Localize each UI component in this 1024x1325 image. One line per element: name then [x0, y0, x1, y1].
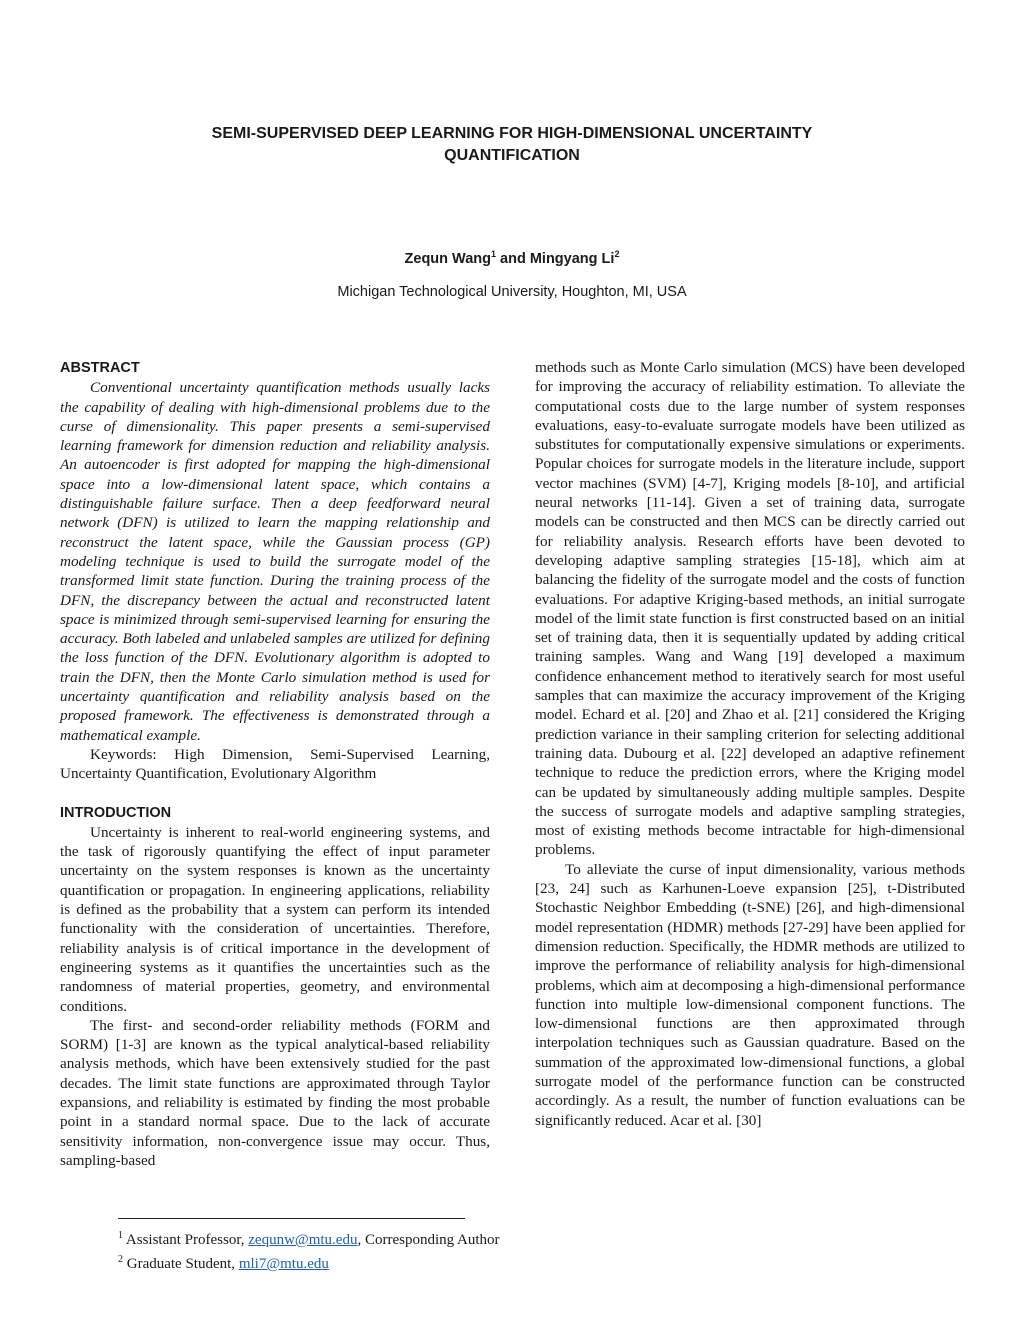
footnote-2-mark: 2: [118, 1254, 123, 1265]
footnote-1-suffix: , Corresponding Author: [357, 1232, 500, 1248]
keywords: Keywords: High Dimension, Semi-Supervised Learning, Uncertainty Quantification, Evolutionary Algorithm: [60, 745, 490, 783]
author-conjunction: and: [496, 250, 530, 267]
affiliation: Michigan Technological University, Houghton, MI, USA: [337, 284, 687, 300]
left-column: [60, 358, 490, 1170]
intro-paragraph-2: The first- and second-order reliability methods (FORM and SORM) [1-3] are known as the typical analytical-based reliability analysis methods, which have been extensively studied for the past decades. The limit state functions are approximated through Taylor expansions, and reliability is estimated by finding the most probable point in a standard normal space. Due to the lack of accurate sensitivity information, non-convergence issue may occur. Thus, sampling-based: [60, 1016, 490, 1169]
footnote-1-mark: 1: [118, 1230, 123, 1241]
author-list: [60, 244, 964, 269]
footnote-1: [118, 1226, 718, 1250]
paper-title: [60, 123, 964, 167]
author-2: Mingyang Li: [529, 250, 615, 267]
footnote-2-prefix: Graduate Student,: [123, 1256, 239, 1272]
footnote-1-email-link[interactable]: zequnw@mtu.edu: [248, 1232, 358, 1248]
footnote-1-prefix: Assistant Professor,: [123, 1232, 249, 1248]
author-2-footnote-mark: 2: [614, 249, 620, 259]
author-1: Zequn Wang: [404, 250, 491, 267]
title-line-1: SEMI-SUPERVISED DEEP LEARNING FOR HIGH-DIMENSIONAL UNCERTAINTY: [211, 125, 813, 142]
author-1-footnote-mark: 1: [490, 249, 496, 259]
abstract-body: Conventional uncertainty quantification methods usually lacks the capability of dealing with high-dimensional problems due to the curse of dimensionality. This paper presents a semi-supervised learning framework for dimension reduction and reliability analysis. An autoencoder is first adopted for mapping the high-dimensional space into a low-dimensional latent space, which contains a distinguishable failure surface. Then a deep feedforward neural network (DFN) is utilized to learn the mapping relationship and reconstruct the latent space, while the Gaussian process (GP) modeling technique is used to build the surrogate model of the transformed limit state function. During the training process of the DFN, the discrepancy between the actual and reconstructed latent space is minimized through semi-supervised learning for ensuring the accuracy. Both labeled and unlabeled samples are utilized for defining the loss function of the DFN. Evolutionary algorithm is adopted to train the DFN, then the Monte Carlo simulation method is used for uncertainty quantification and reliability analysis based on the proposed framework. The effectiveness is demonstrated through a mathematical example.: [60, 379, 490, 744]
intro-paragraph-3: To alleviate the curse of input dimensionality, various methods [23, 24] such as Karhunen-Loeve expansion [25], t-Distributed Stochastic Neighbor Embedding (t-SNE) [26], and high-dimensional model representation (HDMR) methods [27-29] have been applied for dimension reduction. Specifically, the HDMR methods are utilized to improve the performance of reliability analysis for high-dimensional problems, which aim at decomposing a high-dimensional performance function into multiple low-dimensional component functions. The low-dimensional functions are then approximated through interpolation techniques such as Gaussian quadrature. Based on the summation of the approximated low-dimensional functions, a global surrogate model of the performance function can be constructed accordingly. As a result, the number of function evaluations can be significantly reduced. Acar et al. [30]: [535, 860, 965, 1129]
right-column: [535, 358, 965, 1130]
footnote-2-email-link[interactable]: mli7@mtu.edu: [238, 1256, 329, 1272]
footnote-rule: [118, 1218, 465, 1219]
footnotes: [118, 1226, 718, 1274]
title-line-2: QUANTIFICATION: [444, 147, 580, 164]
intro-paragraph-2-continued: methods such as Monte Carlo simulation (MCS) have been developed for improving the accuracy of reliability estimation. To alleviate the computational costs due to the large number of system responses evaluations, easy-to-evaluate surrogate models have been utilized as substitutes for computationally expensive simulations or experiments. Popular choices for surrogate models in the literature include, support vector machines (SVM) [4-7], Kriging models [8-10], and artificial neural networks [11-14]. Given a set of training data, surrogate models can be constructed and then MCS can be directly carried out for reliability analysis. Research efforts have been devoted to developing adaptive sampling strategies [15-18], which aim at balancing the fidelity of the surrogate model and the costs of function evaluations. For adaptive Kriging-based methods, an initial surrogate model of the limit state function is first constructed based on an initial set of training data, then it is sequentially updated by adding critical training samples. Wang and Wang [19] developed a maximum confidence enhancement method to iteratively search for most useful samples that can maximize the accuracy improvement of the Kriging model. Echard et al. [20] and Zhao et al. [21] considered the Kriging prediction variance in their sampling criterion for selecting additional training data. Dubourg et al. [22] developed an adaptive refinement technique to reduce the prediction errors, where the Kriging model can be updated by simultaneously adding multiple samples. Despite the success of surrogate models and adaptive sampling strategies, most of existing methods become intractable for high-dimensional problems.: [535, 359, 965, 859]
intro-paragraph-1: Uncertainty is inherent to real-world engineering systems, and the task of rigorously quantifying the effect of input parameter uncertainty on the system responses is known as the uncertainty quantification or propagation. In engineering applications, reliability is defined as the probability that a system can perform its intended functionality with the consideration of uncertainties. Therefore, reliability analysis is of critical importance in the development of engineering systems as it quantifies the uncertainties such as the randomness of material properties, geometry, and environmental conditions.: [60, 823, 490, 1015]
introduction-heading: INTRODUCTION: [60, 804, 172, 821]
section-gap: [60, 784, 490, 803]
abstract-heading: ABSTRACT: [60, 360, 140, 376]
footnote-2: [118, 1250, 718, 1274]
